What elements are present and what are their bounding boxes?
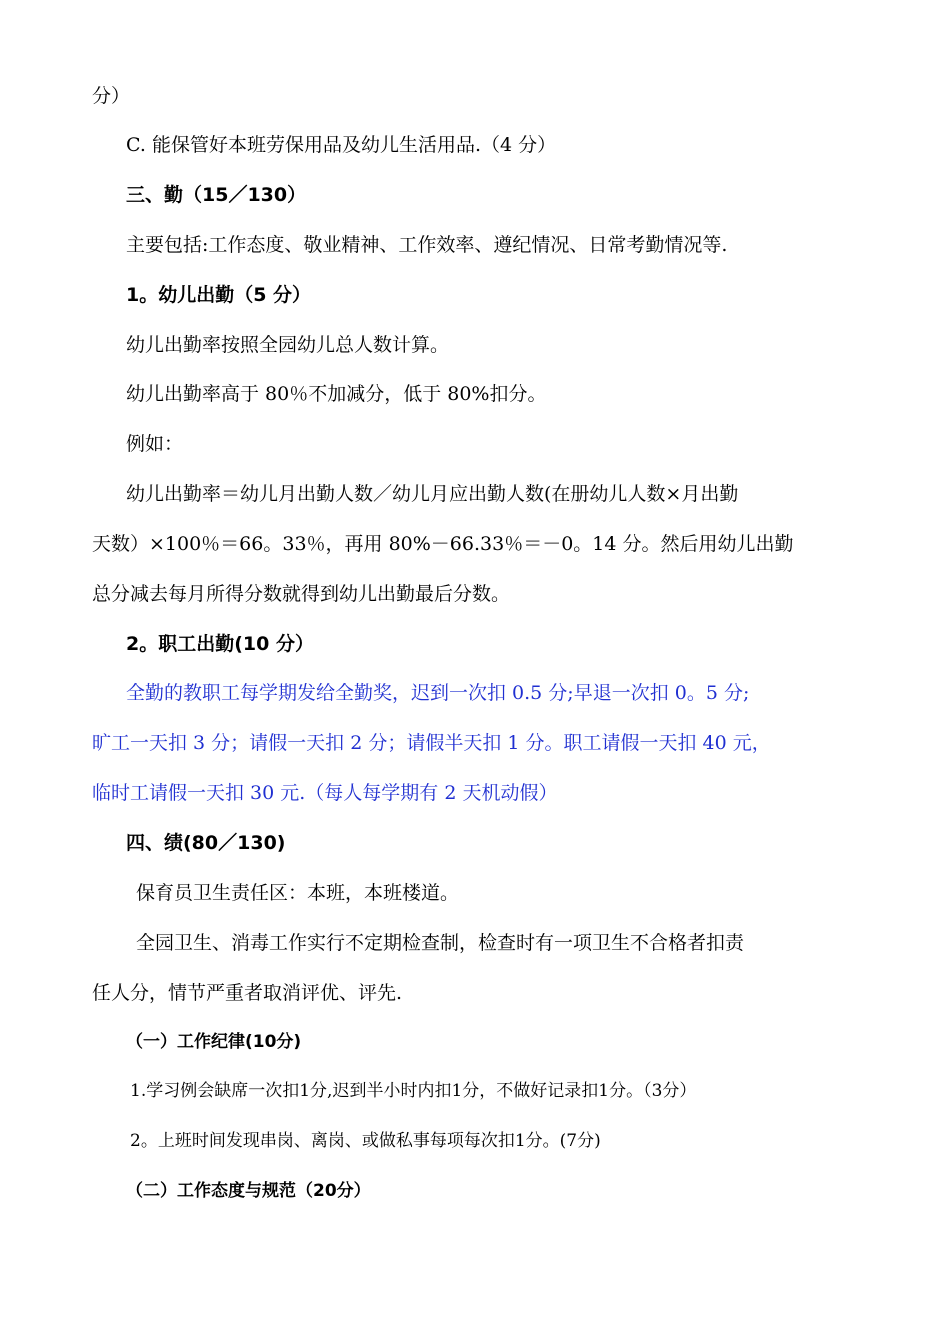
text-line: 全园卫生、消毒工作实行不定期检查制，检查时有一项卫生不合格者扣责 <box>136 932 745 954</box>
text-line: 分） <box>92 85 131 107</box>
text-line: 幼儿出勤率按照全园幼儿总人数计算。 <box>126 334 450 356</box>
text-line: 例如： <box>126 433 184 455</box>
section-heading: 四、绩(80／130) <box>126 832 286 854</box>
highlighted-text-line: 全勤的教职工每学期发给全勤奖，迟到一次扣 0.5 分;早退一次扣 0。5 分; <box>126 682 750 704</box>
highlighted-text-line: 旷工一天扣 3 分；请假一天扣 2 分；请假半天扣 1 分。职工请假一天扣 40 元， <box>92 732 771 754</box>
section-heading: 三、勤（15／130） <box>126 184 307 206</box>
highlighted-text-line: 临时工请假一天扣 30 元.（每人每学期有 2 天机动假） <box>92 782 558 804</box>
text-line: 保育员卫生责任区：本班，本班楼道。 <box>136 882 460 904</box>
text-line: 总分减去每月所得分数就得到幼儿出勤最后分数。 <box>92 583 511 605</box>
subsection-heading: （二）工作态度与规范（20分） <box>126 1181 371 1201</box>
text-line: C. 能保管好本班劳保用品及幼儿生活用品.（4 分） <box>126 134 557 156</box>
text-line: 幼儿出勤率高于 80％不加减分，低于 80%扣分。 <box>126 383 547 405</box>
text-line: 1.学习例会缺席一次扣1分,迟到半小时内扣1分，不做好记录扣1分。（3分） <box>130 1081 697 1101</box>
text-line: 任人分，情节严重者取消评优、评先. <box>92 982 403 1004</box>
text-line: 幼儿出勤率＝幼儿月出勤人数／幼儿月应出勤人数(在册幼儿人数×月出勤 <box>126 483 739 505</box>
text-line: 天数）×100％＝66。33％，再用 80%－66.33％＝－0。14 分。然后用幼儿出勤 <box>92 533 794 555</box>
subsection-heading: （一）工作纪律(10分) <box>126 1032 302 1052</box>
subsection-heading: 1。幼儿出勤（5 分） <box>126 284 312 306</box>
text-line: 主要包括:工作态度、敬业精神、工作效率、遵纪情况、日常考勤情况等. <box>126 234 728 256</box>
subsection-heading: 2。职工出勤(10 分） <box>126 633 314 655</box>
text-line: 2。上班时间发现串岗、离岗、或做私事每项每次扣1分。(7分) <box>130 1131 601 1151</box>
